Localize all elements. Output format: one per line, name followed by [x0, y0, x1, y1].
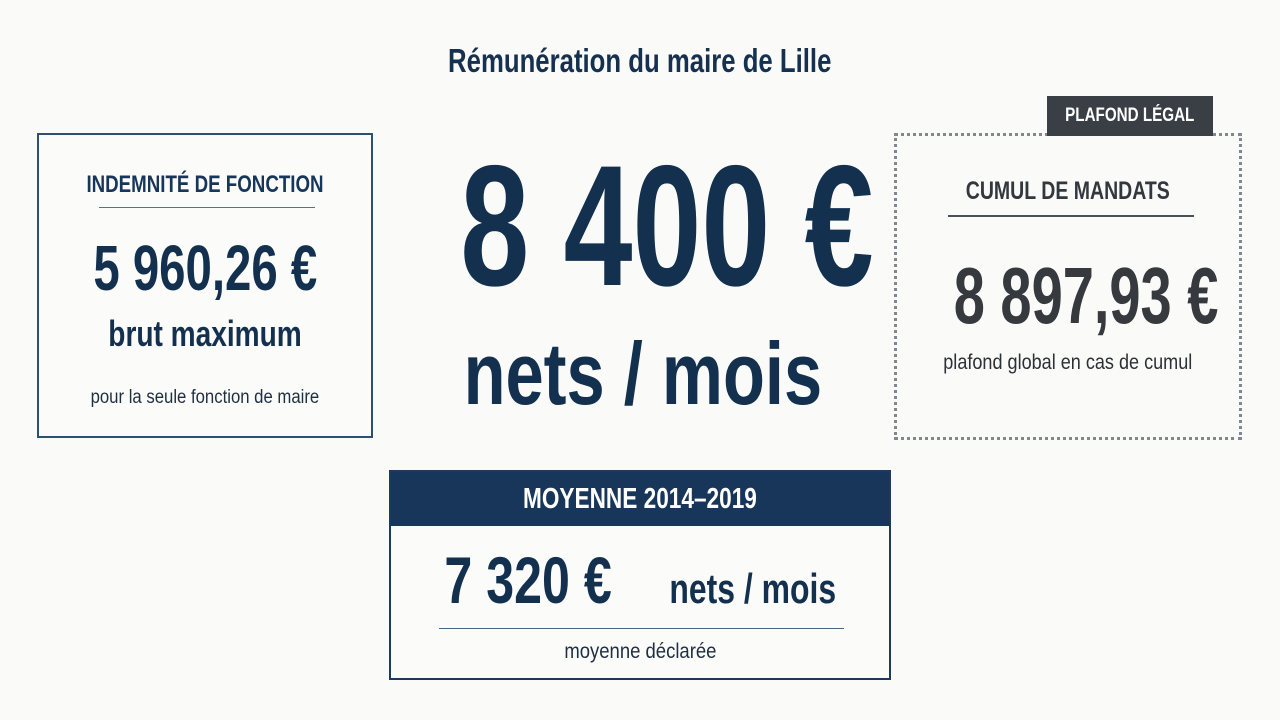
function-allowance-note	[39, 387, 371, 409]
function-allowance-heading	[39, 171, 371, 199]
legal-cap-badge-text: PLAFOND LÉGAL	[1065, 105, 1195, 126]
function-allowance-card	[37, 133, 373, 438]
function-allowance-heading-text: INDEMNITÉ DE FONCTION	[86, 171, 324, 198]
average-note-text: moyenne déclarée	[563, 640, 717, 663]
average-divider	[439, 628, 844, 629]
average-note	[391, 640, 889, 664]
function-allowance-amount	[39, 231, 371, 305]
function-allowance-divider	[99, 207, 315, 208]
main-net-unit-text: nets / mois	[463, 324, 822, 423]
main-net-amount-text: 8 400 €	[460, 130, 874, 322]
mandate-cumulation-amount-text: 8 897,93 €	[953, 251, 1219, 340]
mandate-cumulation-note-text: plafond global en cas de cumul	[943, 351, 1193, 374]
function-allowance-qualifier	[39, 313, 371, 355]
average-amount: 7 320 €	[444, 543, 612, 617]
main-net-unit	[380, 324, 905, 423]
function-allowance-qualifier-text: brut maximum	[108, 313, 302, 354]
average-header-text: MOYENNE 2014–2019	[523, 483, 757, 515]
mandate-cumulation-divider	[948, 215, 1194, 217]
page-title	[0, 42, 1280, 80]
main-net-amount	[380, 130, 905, 322]
function-allowance-amount-text: 5 960,26 €	[93, 232, 317, 304]
average-header	[391, 472, 889, 526]
average-unit: nets / mois	[668, 565, 836, 612]
mandate-cumulation-card	[894, 133, 1242, 440]
mandate-cumulation-amount	[897, 250, 1239, 342]
average-amount-line	[391, 542, 889, 618]
mandate-cumulation-note	[897, 351, 1239, 375]
legal-cap-badge	[1047, 96, 1213, 136]
mandate-cumulation-heading-text: CUMUL DE MANDATS	[965, 177, 1171, 205]
page-title-text: Rémunération du maire de Lille	[448, 42, 832, 79]
mandate-cumulation-heading	[897, 177, 1239, 206]
function-allowance-note-text: pour la seule fonction de maire	[90, 387, 320, 408]
average-card	[389, 470, 891, 680]
